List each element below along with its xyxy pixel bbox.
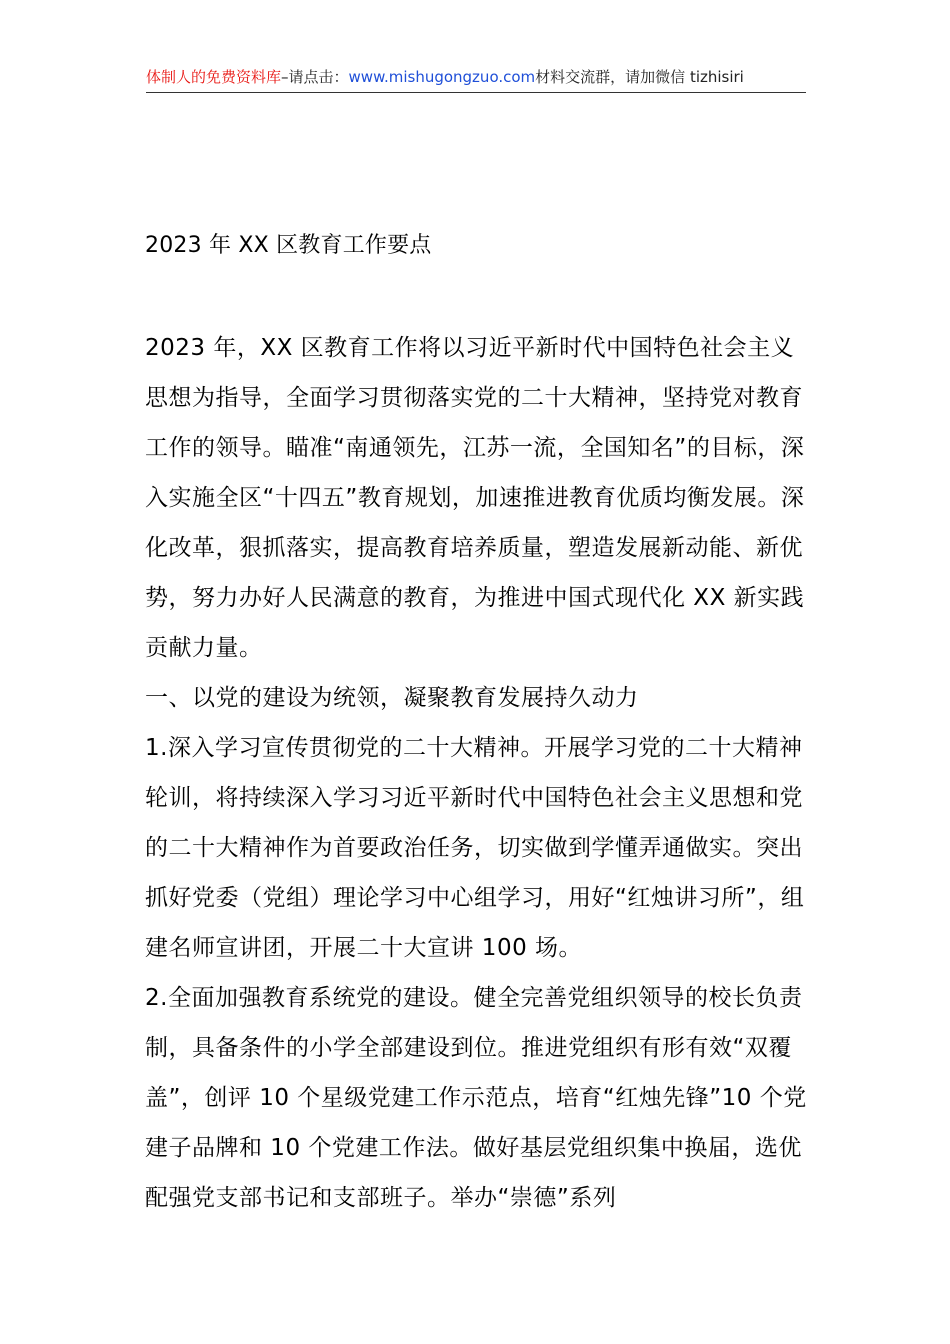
intro-paragraph: 2023 年，XX 区教育工作将以习近平新时代中国特色社会主义思想为指导，全面学习贯彻落实党的二十大精神，坚持党对教育工作的领导。瞄准“南通领先，江苏一流，全国知名”的目标，深入实施全区“十四五”教育规划，加速推进教育优质均衡发展。深化改革，狠抓落实，提高教育培养质量，塑造发展新动能、新优势，努力办好人民满意的教育，为推进中国式现代化 XX 新实践贡献力量。 — [145, 335, 805, 661]
header-url-link[interactable]: www.mishugongzuo.com — [348, 68, 536, 86]
header-contact: 材料交流群，请加微信 tizhisiri — [535, 68, 744, 86]
section-heading-1: 一、以党的建设为统领，凝聚教育发展持久动力 — [145, 685, 639, 711]
item-paragraph-2: 2.全面加强教育系统党的建设。健全完善党组织领导的校长负责制，具备条件的小学全部建设到位。推进党组织有形有效“双覆盖”，创评 10 个星级党建工作示范点，培育“红烛先锋”10 个党建子品牌和 10 个党建工作法。做好基层党组织集中换届，选优配强党支部书记和支部班子。举办“崇德”系列 — [145, 985, 807, 1211]
document-body — [145, 323, 809, 1223]
item-paragraph-1: 1.深入学习宣传贯彻党的二十大精神。开展学习党的二十大精神轮训，将持续深入学习习近平新时代中国特色社会主义思想和党的二十大精神作为首要政治任务，切实做到学懂弄通做实。突出抓好党委（党组）理论学习中心组学习，用好“红烛讲习所”，组建名师宣讲团，开展二十大宣讲 100 场。 — [145, 735, 805, 961]
page-header — [146, 66, 806, 93]
header-site-name: 体制人的免费资料库 — [146, 68, 282, 86]
header-prompt: –请点击： — [281, 68, 349, 86]
document-title: 2023 年 XX 区教育工作要点 — [145, 233, 432, 258]
